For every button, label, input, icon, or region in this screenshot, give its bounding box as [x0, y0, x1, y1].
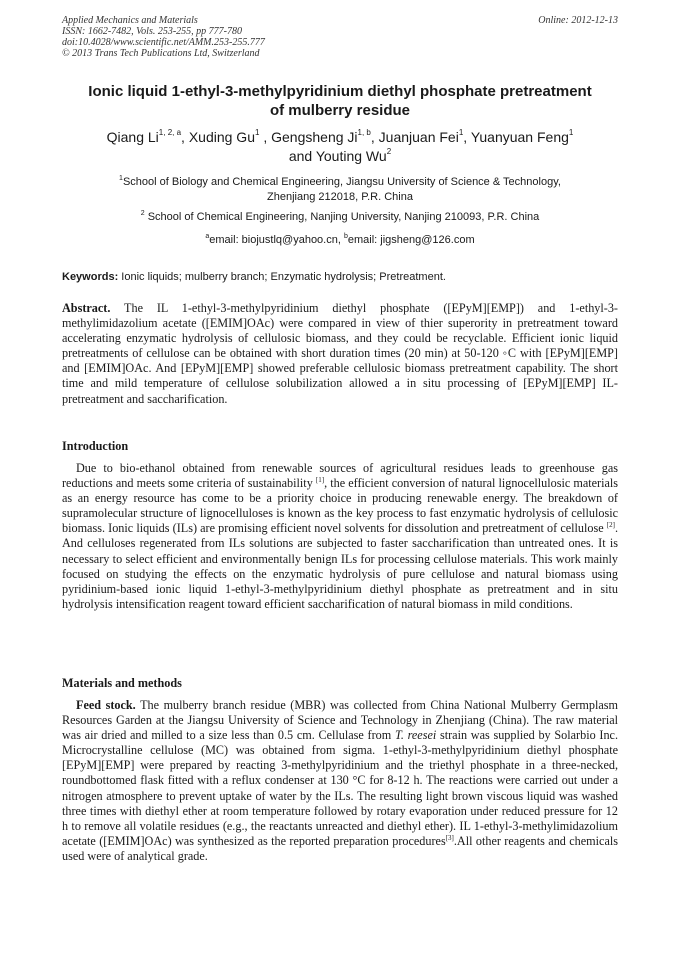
methods-paragraph — [62, 698, 618, 864]
doi-line: doi:10.4028/www.scientific.net/AMM.253-255.777 — [62, 37, 265, 48]
citation-2: [2] — [606, 521, 615, 530]
introduction-paragraph — [62, 461, 618, 612]
email-sup: a — [205, 233, 210, 240]
affiliation-1-line-2: Zhenjiang 212018, P.R. China — [267, 191, 413, 203]
keywords-label: Keywords: — [62, 271, 119, 283]
affiliation-1 — [62, 175, 618, 205]
title-line-1: Ionic liquid 1-ethyl-3-methylpyridinium diethyl phosphate pretreatment — [88, 83, 592, 100]
methods-text-2: strain was supplied by Solarbio Inc. Microcrystalline cellulose (MC) was obtained from sigma. 1-ethyl-3-methylpyridinium diethyl phosphate [EPyM][EMP] were prepared by reacting 3-methylpyridinium and the triethyl phosphate in a three-necked, roundbottomed flask fitted with a reflux condenser at 130 °C for 8-12 h. The reactions were carried out under a nitrogen atmosphere to prevent uptake of water by the ILs. The resulting light brown viscous liquid was washed three times with diethyl ether at room temperature followed by rotary evaporation under reduced pressure for 12 h to remove all volatile residues (e.g., the reactants unreacted and diethyl ether). IL 1-ethyl-3-methylimidazolium acetate ([EMIM]OAc) was synthesized as the reported preparation procedures — [62, 728, 618, 848]
author-sup: 1 — [458, 128, 464, 137]
author-list — [62, 128, 618, 166]
author-name: Juanjuan Fei — [378, 129, 459, 145]
author-name: Xuding Gu — [188, 129, 255, 145]
author-name: Gengsheng Ji — [271, 129, 358, 145]
author-sup: 1, b — [357, 128, 371, 137]
author-sup: 2 — [386, 147, 392, 156]
author-sup: 1, 2, a — [158, 128, 182, 137]
author-sup: 1 — [568, 128, 574, 137]
author-name: and Youting Wu — [288, 148, 387, 164]
affiliation-2 — [62, 210, 618, 225]
author-sep: , — [181, 129, 189, 145]
citation-1: [1] — [315, 476, 325, 485]
online-date: Online: 2012-12-13 — [538, 15, 618, 26]
affiliation-sup: 1 — [119, 175, 123, 182]
methods-text-3: .All other reagents and chemicals used were of analytical grade. — [62, 833, 618, 863]
issn-line: ISSN: 1662-7482, Vols. 253-255, pp 777-780 — [62, 26, 242, 37]
email-a: email: biojustlq@yahoo.cn, — [209, 234, 344, 246]
intro-text-1: Due to bio-ethanol obtained from renewable sources of agricultural residues leads to greenhouse gas reductions and meets some criteria of sustainability — [62, 461, 618, 491]
email-line — [62, 233, 618, 248]
author-name: Qiang Li — [106, 129, 159, 145]
authors-line-2 — [62, 147, 618, 166]
feed-stock-label: Feed stock. — [76, 698, 136, 712]
species-name: T. reesei — [394, 728, 437, 743]
email-b: email: jigsheng@126.com — [347, 234, 475, 246]
abstract-label: Abstract. — [62, 301, 111, 315]
intro-text-2: , the efficient conversion of natural lignocellulosic materials as an energy resource has come to be a priority choice in producing renewable energy. The breakdown of supramolecular structure of lignocelluloses is known as the key process to fast enzymatic hydrolysis of cellulosic biomass. Ionic liquids (ILs) are promising efficient novel solvents for dissolution and pretreatment of cellulose — [62, 476, 619, 536]
keywords-text: Ionic liquids; mulberry branch; Enzymatic hydrolysis; Pretreatment. — [118, 271, 446, 283]
abstract — [62, 301, 618, 407]
abstract-text: The IL 1-ethyl-3-methylpyridinium diethyl phosphate ([EPyM][EMP]) and 1-ethyl-3-methylimidazolium acetate ([EMIM]OAc) were compared in view of thier superority in pretreatment toward accelerating enzymatic hydrolysis of cellulosic biomass, and they could be recyclable. Efficient ionic liquid pretreatments of cellulose can be obtained with short duration times (20 min) at 50-120 ◦C with [EPyM][EMP] and [EMIM]OAc. And [EPyM][EMP] showed preferable cellulosic biomass pretreatment capability. The short time and mild temperature of cellulose solubilization allowed a in situ processing of [EPyM][EMP] IL-pretreatment and saccharification. — [62, 301, 618, 406]
affiliation-2-text: School of Chemical Engineering, Nanjing University, Nanjing 210093, P.R. China — [144, 211, 540, 223]
author-sep: , — [259, 129, 272, 145]
author-sep: , — [463, 129, 471, 145]
citation-3: [3] — [445, 833, 454, 842]
keywords — [62, 270, 618, 284]
journal-header — [62, 15, 618, 59]
methods-text-1: The mulberry branch residue (MBR) was collected from China National Mulberry Germplasm Resources Garden at the Jiangsu University of Science and Technology in Zhenjiang (China). The raw material was air dried and milled to a size less than 0.5 cm. Cellulase from — [62, 698, 619, 743]
paper-title — [62, 82, 618, 120]
authors-line-1 — [62, 128, 618, 147]
author-sup: 1 — [255, 128, 260, 137]
journal-name: Applied Mechanics and Materials — [62, 15, 198, 26]
intro-text-3: . And celluloses regenerated from ILs solutions are subjected to faster saccharification than untreated ones. It is necessary to select efficient and environmentally benign ILs for processing cellulose materials. This work mainly focused on studying the effects on the enzymatic hydrolysis of pure cellulose and natural biomass using pyridinium-based ionic liquid 1-ethyl-3-methylpyridinium diethyl phosphate as pretreatment and in situ hydrolysis intensification reagent toward efficient saccharification of natural biomass in mild conditions. — [62, 521, 618, 611]
author-name: Yuanyuan Feng — [470, 129, 569, 145]
introduction-heading: Introduction — [62, 439, 129, 453]
title-line-2: of mulberry residue — [269, 102, 411, 119]
copyright-line: © 2013 Trans Tech Publications Ltd, Switzerland — [62, 48, 260, 59]
methods-heading: Materials and methods — [62, 676, 182, 690]
affiliation-sup: 2 — [140, 210, 145, 217]
affiliation-1-line-1: School of Biology and Chemical Engineering, Jiangsu University of Science & Technology, — [122, 176, 561, 188]
author-sep: , — [370, 129, 379, 145]
email-sup: b — [343, 233, 348, 240]
